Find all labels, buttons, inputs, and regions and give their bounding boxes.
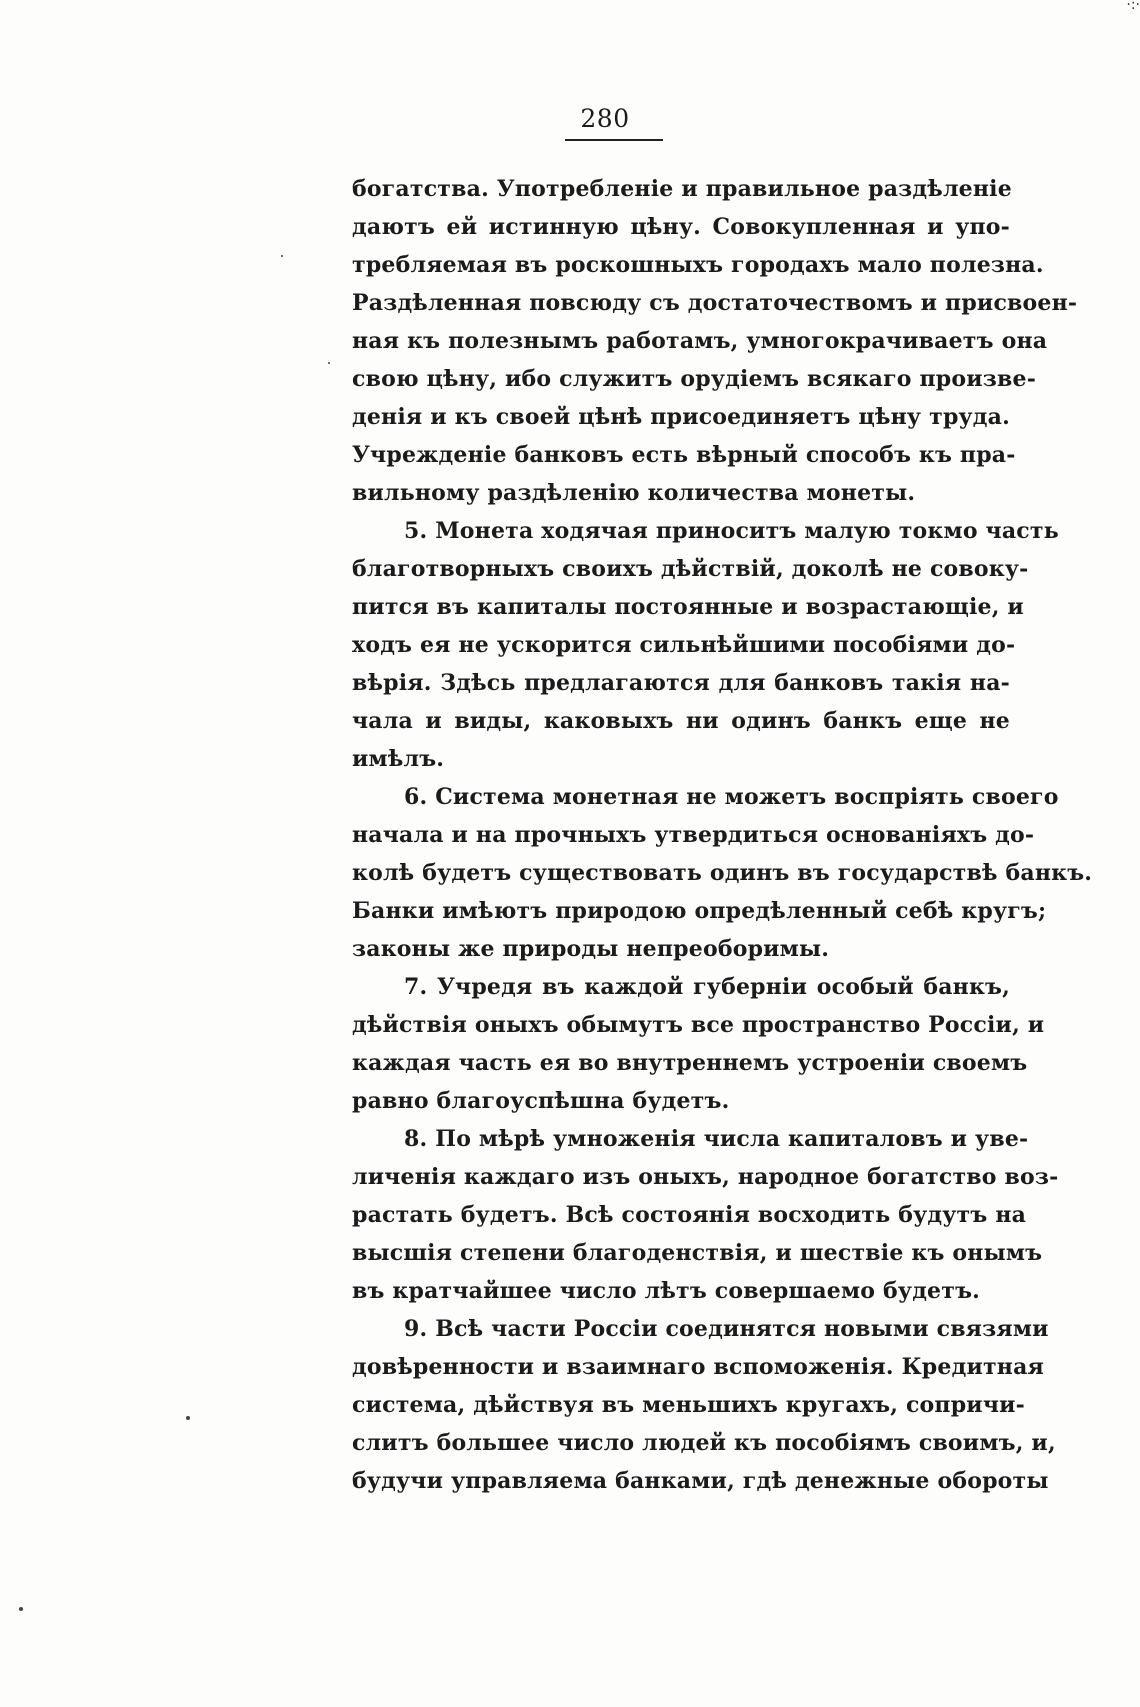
text-line: денія и къ своей цѣнѣ присоединяетъ цѣну труда. [352,404,1010,430]
text-line: слитъ большее число людей къ пособіямъ своимъ, и, [352,1430,1056,1456]
text-line: личенія каждаго изъ оныхъ, народное богатство воз- [352,1164,1059,1190]
text-line: каждая часть ея во внутреннемъ устроеніи своемъ [352,1050,1028,1076]
text-line: даютъ ей истинную цѣну. Совокупленная и упо- [352,214,1010,240]
text-line: богатства. Употребленіе и правильное раздѣленіе [352,176,1012,202]
paragraph-8-start: 8. По мѣрѣ умноженія числа капиталовъ и уве- [404,1126,1029,1152]
text-line: растать будетъ. Всѣ состоянія восходить будутъ на [352,1202,1027,1228]
text-line: высшія степени благоденствія, и шествіе къ онымъ [352,1240,1043,1266]
paragraph-7-start: 7. Учредя въ каждой губерніи особый банкъ, [404,974,1010,1000]
dust-speck [281,255,283,257]
text-line: требляемая въ роскошныхъ городахъ мало полезна. [352,252,1044,278]
text-line: колѣ будетъ существовать одинъ въ государствѣ банкъ. [352,860,1093,886]
text-line: будучи управляема банками, гдѣ денежные обороты [352,1468,1049,1494]
text-line: ходъ ея не ускорится сильнѣйшими пособіями до- [352,632,1016,658]
page-number-rule [565,139,663,141]
text-line: Банки имѣютъ природою опредѣленный себѣ кругъ; [352,898,1047,924]
text-line: чала и виды, каковыхъ ни одинъ банкъ еще не [352,708,1010,734]
text-line: въ кратчайшее число лѣтъ совершаемо будетъ. [352,1278,981,1304]
text-line: Раздѣленная повсюду съ достаточествомъ и присвоен- [352,290,1078,316]
text-line: довѣренности и взаимнаго вспоможенія. Кредитная [352,1354,1045,1380]
corner-mark: ·:· [1126,0,1140,10]
text-line: вѣрія. Здѣсь предлагаются для банковъ такія на- [352,670,1010,696]
text-line: законы же природы непреоборимы. [352,936,830,962]
paragraph-5-start: 5. Монета ходячая приноситъ малую токмо часть [404,518,1059,544]
paragraph-6-start: 6. Система монетная не можетъ воспріять своего [404,784,1059,810]
dust-speck [328,362,330,364]
text-line: благотворныхъ своихъ дѣйствій, доколѣ не совоку- [352,556,1029,582]
text-line: начала и на прочныхъ утвердиться основаніяхъ до- [352,822,1035,848]
text-line: ная къ полезнымъ работамъ, умногокрачиваетъ она [352,328,1048,354]
text-line: система, дѣйствуя въ меньшихъ кругахъ, сопричи- [352,1392,1025,1418]
text-line: вильному раздѣленію количества монеты. [352,480,916,506]
text-line: пится въ капиталы постоянные и возрастающіе, и [352,594,1024,620]
dust-speck [186,1416,190,1420]
text-line: дѣйствія оныхъ обымутъ все пространство Россіи, и [352,1012,1045,1038]
text-line: имѣлъ. [352,746,445,772]
text-line: равно благоуспѣшна будетъ. [352,1088,730,1114]
paragraph-9-start: 9. Всѣ части Россіи соединятся новыми связями [404,1316,1049,1342]
text-line: Учрежденіе банковъ есть вѣрный способъ къ пра- [352,442,1016,468]
page-number: 280 [580,104,630,133]
text-line: свою цѣну, ибо служитъ орудіемъ всякаго произве- [352,366,1037,392]
dust-speck [19,1607,23,1611]
body-text [352,170,1093,1500]
